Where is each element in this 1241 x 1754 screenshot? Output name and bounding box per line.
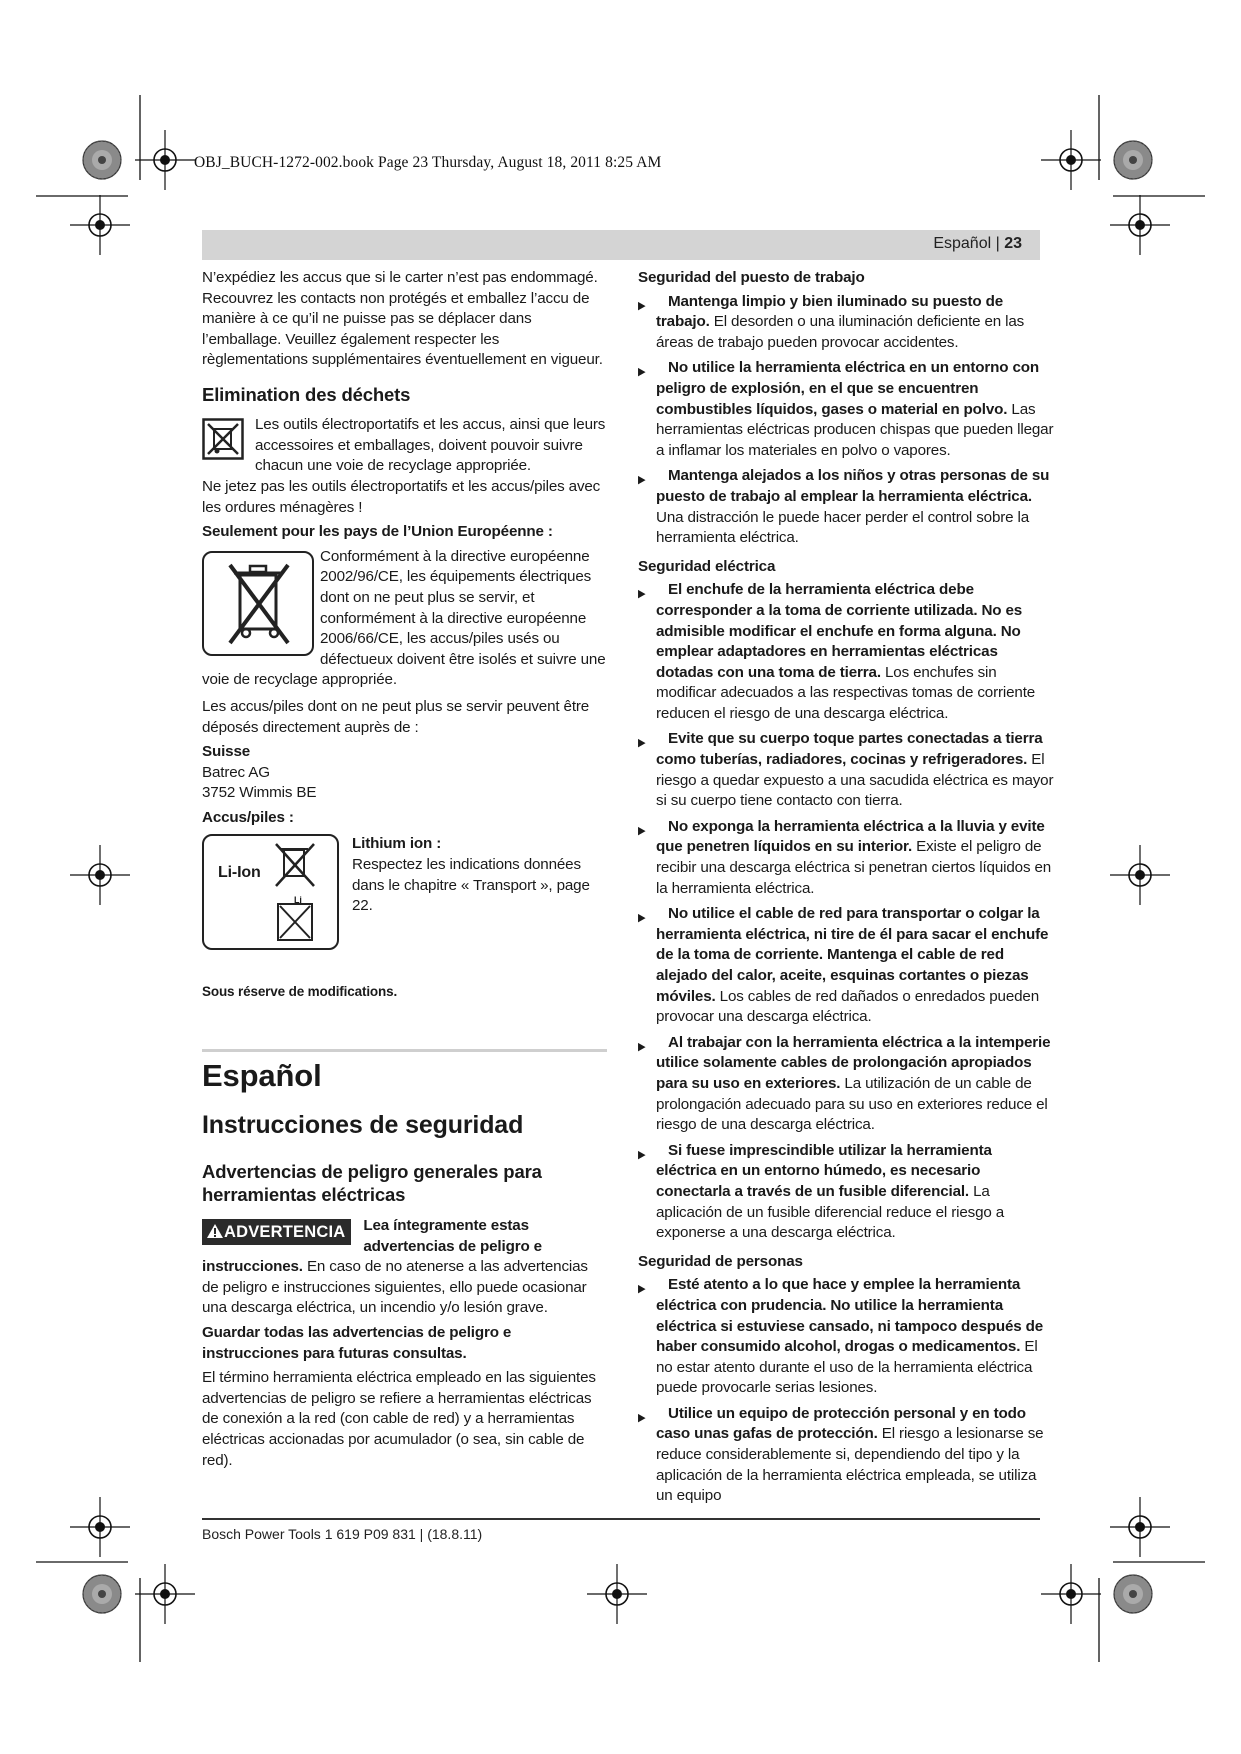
item-text: Existe el peligro de recibir una descarga eléctrica si penetran ciertos líquidos en la herramienta eléctrica. <box>656 838 1052 897</box>
warning-badge <box>202 1219 351 1245</box>
warning-bold-text: Lea íntegramente estas advertencias de peligro e instrucciones. <box>202 1217 542 1276</box>
item-bold-text: Esté atento a lo que hace y emplee la herramienta eléctrica con prudencia. No utilice la herramienta eléctrica si estuviese cansado, ni tampoco después de haber consumido alcohol, drogas o medicamentos. <box>656 1276 1044 1356</box>
item-bold-text: No exponga la herramienta eléctrica a la lluvia y evite que penetren líquidos en su interior. <box>656 817 1045 856</box>
safety-item <box>638 292 1056 354</box>
bullet-arrow-icon: ▶ <box>638 1148 646 1161</box>
item-bold-text: Al trabajar con la herramienta eléctrica a la intemperie utilice solamente cables de prolongación apropiados para su uso en exteriores. <box>656 1033 1051 1092</box>
page-number: 23 <box>1004 235 1022 252</box>
item-bold-text: Mantenga limpio y bien iluminado su puesto de trabajo. <box>656 292 1003 331</box>
item-text: La aplicación de un fusible diferencial reduce el riesgo a exponerse a una descarga eléctrica. <box>656 1182 1005 1242</box>
elimination-block <box>202 415 607 477</box>
header-separator: | <box>991 235 1005 252</box>
item-text: Una distracción le puede hacer perder el control sobre la herramienta eléctrica. <box>656 508 1030 547</box>
item-bold-text: Si fuese imprescindible utilizar la herramienta eléctrica en un entorno húmedo, es necesario conectarla a través de un fusible diferencial. <box>656 1141 992 1200</box>
item-bold-text: Evite que su cuerpo toque partes conectadas a tierra como tuberías, radiadores, cocinas y refrigeradores. <box>656 730 1043 769</box>
elimination-heading: Elimination des déchets <box>202 383 411 405</box>
return-paragraph: Les accus/piles dont on ne peut plus se servir peuvent être déposés directement auprès de : <box>202 697 590 736</box>
language-title: Español <box>202 1058 322 1094</box>
lithium-heading: Lithium ion : <box>352 835 442 853</box>
right-column <box>638 268 1056 1512</box>
item-text: El riesgo a lesionarse se reduce considerablemente si, dependiendo del tipo y la aplicación de la herramienta eléctrica empleada, se utiliza un equipo <box>656 1425 1044 1505</box>
item-text: Los enchufes sin modificar adecuados a las respectivas tomas de corriente reducen el riesgo de una descarga eléctrica. <box>656 663 1036 722</box>
bullet-arrow-icon: ▶ <box>638 366 646 379</box>
print-slug: OBJ_BUCH-1272-002.book Page 23 Thursday, August 18, 2011 8:25 AM <box>194 154 662 171</box>
general-warnings-heading: Advertencias de peligro generales para herramientas eléctricas <box>202 1161 542 1206</box>
battery-block <box>202 834 607 962</box>
country-name: Suisse <box>202 743 251 761</box>
header-section: Español <box>933 235 992 252</box>
item-text: Los cables de red dañados o enredados pueden provocar una descarga eléctrica. <box>656 987 1040 1026</box>
safety-item <box>638 904 1056 1028</box>
electrical-heading: Seguridad eléctrica <box>638 557 776 575</box>
elimination-text: Les outils électroportatifs et les accus, ainsi que leurs accessoires et emballages, doivent pouvoir suivre chacun une voie de recyclage appropriée. <box>255 415 606 475</box>
item-text: La utilización de un cable de prolongación adecuado para su uso en exteriores reduce el riesgo de una descarga eléctrica. <box>656 1074 1048 1134</box>
safety-item <box>638 817 1056 899</box>
bullet-arrow-icon: ▶ <box>638 1411 646 1424</box>
safety-item <box>638 358 1056 461</box>
item-text: El desorden o una iluminación deficiente en las áreas de trabajo pueden provocar accidentes. <box>656 313 1025 351</box>
warning-badge-label: ADVERTENCIA <box>224 1223 346 1242</box>
item-text: El no estar atento durante el uso de la herramienta eléctrica puede provocarle serias lesiones. <box>656 1338 1038 1397</box>
city-address: 3752 Wimmis BE <box>202 784 317 802</box>
keep-instructions: Guardar todas las advertencias de peligro e instrucciones para futuras consultas. <box>202 1324 512 1362</box>
item-bold-text: Utilice un equipo de protección personal y en todo caso unas gafas de protección. <box>656 1404 1026 1443</box>
bullet-arrow-icon: ▶ <box>638 824 646 837</box>
eu-directive-block <box>202 547 607 691</box>
eu-heading: Seulement pour les pays de l’Union Européenne : <box>202 523 553 541</box>
section-rule <box>202 1049 607 1052</box>
safety-item <box>638 1404 1056 1507</box>
electrical-list <box>638 580 1056 1243</box>
safety-item <box>638 729 1056 811</box>
item-bold-text: Mantenga alejados a los niños y otras personas de su puesto de trabajo al emplear la herramienta eléctrica. <box>656 467 1050 505</box>
recycling-disposal-icon <box>202 418 244 460</box>
page-header <box>202 230 1040 260</box>
item-bold-text: No utilice la herramienta eléctrica en un entorno con peligro de explosión, en el que se encuentren combustibles líquidos, gases o material en polvo. <box>656 359 1039 418</box>
footer-text: Bosch Power Tools 1 619 P09 831 | (18.8.11) <box>202 1526 483 1542</box>
warning-triangle-icon <box>206 1223 224 1239</box>
household-waste-paragraph: Ne jetez pas les outils électroportatifs et les accus/piles avec les ordures ménagères ! <box>202 477 601 516</box>
personal-heading: Seguridad de personas <box>638 1252 803 1270</box>
weee-bin-icon <box>202 551 314 656</box>
footer-rule <box>202 1518 1040 1520</box>
safety-item <box>638 1033 1056 1136</box>
accus-heading: Accus/piles : <box>202 808 294 826</box>
item-bold-text: No utilice el cable de red para transportar o colgar la herramienta eléctrica, ni tire de él para sacar el enchufe de la toma de corriente. Mantenga el cable de red alejado del calor, aceite, esquinas cortantes o piezas móviles. <box>656 905 1049 1005</box>
li-ion-label: Li-Ion <box>218 864 261 882</box>
bullet-arrow-icon: ▶ <box>638 1283 646 1296</box>
company-name: Batrec AG <box>202 763 270 781</box>
workplace-list <box>638 292 1056 549</box>
reserve-note: Sous réserve de modifications. <box>202 984 398 1000</box>
lithium-text: Respectez les indications données dans le chapitre « Transport », page 22. <box>352 856 590 915</box>
bullet-arrow-icon: ▶ <box>638 588 646 601</box>
item-text: Las herramientas eléctricas producen chispas que pueden llegar a inflamar los materiales en polvo o vapores. <box>656 400 1054 459</box>
bullet-arrow-icon: ▶ <box>638 737 646 750</box>
left-column <box>202 268 607 1475</box>
eu-directive-text: Conformément à la directive européenne 2002/96/CE, les équipements électriques dont on ne peut plus se servir, et conformément à la directive européenne 2006/66/CE, les accus/piles usés ou défectueux doivent être isolés et suivre une voie de recyclage appropriée. <box>202 547 606 689</box>
safety-title: Instrucciones de seguridad <box>202 1111 524 1140</box>
bullet-arrow-icon: ▶ <box>638 912 646 925</box>
workplace-heading: Seguridad del puesto de trabajo <box>638 269 865 286</box>
item-text: El riesgo a quedar expuesto a una sacudida eléctrica es mayor si su cuerpo tiene contacto con tierra. <box>656 751 1054 810</box>
safety-item <box>638 1275 1056 1399</box>
safety-item <box>638 1141 1056 1244</box>
shipping-paragraph: N’expédiez les accus que si le carter n’est pas endommagé. Recouvrez les contacts non protégés et emballez l’accu de manière à ce qu’il ne puisse pas se déplacer dans l’emballage. Veuillez également respecter les règlementations supplémentaires éventuellement en vigueur. <box>202 269 603 369</box>
safety-item <box>638 466 1056 548</box>
li-symbol: Li <box>294 895 302 906</box>
lithium-info <box>352 834 602 916</box>
item-bold-text: El enchufe de la herramienta eléctrica debe corresponder a la toma de corriente utilizada. No es admisible modificar el enchufe en forma alguna. No emplear adaptadores en herramientas eléctricas dotadas con una toma de tierra. <box>656 581 1023 681</box>
personal-list <box>638 1275 1056 1507</box>
warning-paragraph <box>202 1216 607 1319</box>
warning-text: En caso de no atenerse a las advertencias de peligro e instrucciones siguientes, ello puede ocasionar una descarga eléctrica, un incendio y/o lesión grave. <box>202 1258 588 1317</box>
bullet-arrow-icon: ▶ <box>638 299 646 312</box>
term-definition: El término herramienta eléctrica empleado en las siguientes advertencias de peligro se refiere a herramientas eléctricas de conexión a la red (con cable de red) y a herramientas eléctricas accionadas por acumulador (o sea, sin cable de red). <box>202 1369 596 1469</box>
li-ion-battery-icon <box>202 834 339 950</box>
bullet-arrow-icon: ▶ <box>638 474 646 487</box>
bullet-arrow-icon: ▶ <box>638 1040 646 1053</box>
safety-item <box>638 580 1056 724</box>
